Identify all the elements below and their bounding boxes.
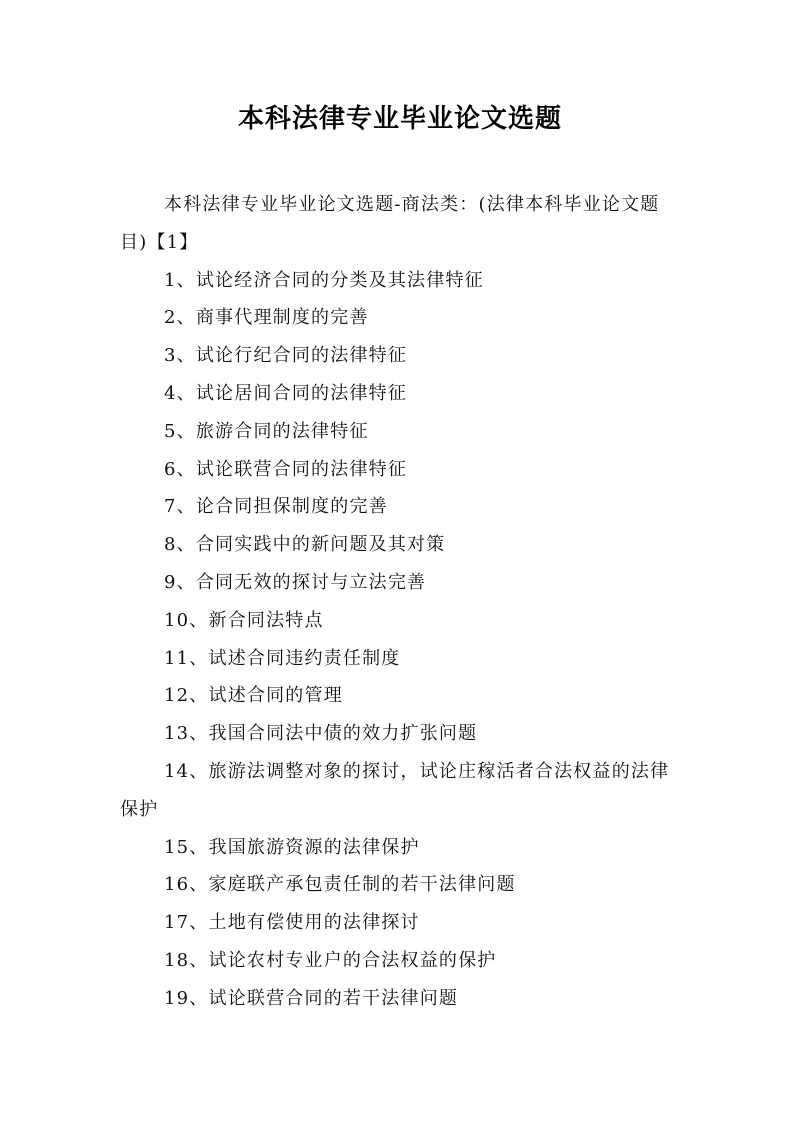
intro-paragraph: 本科法律专业毕业论文选题-商法类：(法律本科毕业论文题目)【1】 [120, 194, 660, 253]
list-item: 15、我国旅游资源的法律保护 [164, 836, 420, 858]
list-item: 1、试论经济合同的分类及其法律特征 [164, 269, 484, 291]
list-item: 19、试论联营合同的若干法律问题 [164, 987, 459, 1009]
list-item: 2、商事代理制度的完善 [164, 307, 369, 329]
list-item: 17、土地有偿使用的法律探讨 [164, 912, 420, 934]
list-item: 4、试论居间合同的法律特征 [164, 382, 408, 404]
list-item: 8、合同实践中的新问题及其对策 [164, 534, 446, 556]
list-item: 14、旅游法调整对象的探讨，试论庄稼活者合法权益的法律保护 [120, 760, 670, 820]
list-item: 12、试述合同的管理 [164, 685, 343, 707]
list-item: 13、我国合同法中债的效力扩张问题 [164, 723, 478, 745]
document-title: 本科法律专业毕业论文选题 [237, 104, 562, 134]
list-item: 16、家庭联产承包责任制的若干法律问题 [164, 874, 516, 896]
list-item: 10、新合同法特点 [164, 609, 324, 631]
list-item: 18、试论农村专业户的合法权益的保护 [164, 949, 497, 971]
list-item: 6、试论联营合同的法律特征 [164, 458, 408, 480]
list-item: 7、论合同担保制度的完善 [164, 496, 388, 518]
document-body [120, 186, 680, 1018]
list-item: 5、旅游合同的法律特征 [164, 420, 369, 442]
list-item: 9、合同无效的探讨与立法完善 [164, 571, 427, 593]
list-item: 11、试述合同违约责任制度 [164, 647, 401, 669]
list-item: 3、试论行纪合同的法律特征 [164, 345, 408, 367]
